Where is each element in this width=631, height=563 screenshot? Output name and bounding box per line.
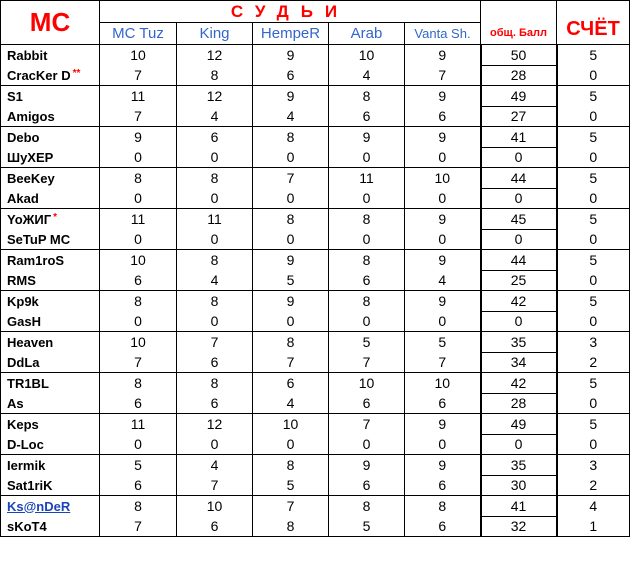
total-points: 35 [481, 455, 557, 476]
judge-score: 7 [253, 352, 329, 373]
judge-score: 12 [177, 414, 253, 435]
player-row [1, 229, 630, 250]
judge-score: 0 [177, 311, 253, 332]
total-points: 30 [481, 475, 557, 496]
player-row [1, 311, 630, 332]
judge-score: 0 [405, 188, 481, 209]
total-points: 34 [481, 352, 557, 373]
judge-score: 0 [329, 434, 405, 455]
judge-score: 0 [405, 434, 481, 455]
judge-score: 5 [329, 516, 405, 537]
player-name: Akad [7, 190, 39, 206]
judge-score: 5 [253, 270, 329, 291]
judge-score: 0 [177, 188, 253, 209]
battle-score: 5 [557, 291, 630, 312]
player-row [1, 270, 630, 291]
judge-score: 6 [177, 352, 253, 373]
player-row [1, 455, 630, 476]
player-name-cell [1, 86, 100, 107]
battle-score: 0 [557, 393, 630, 414]
judge-score: 6 [405, 475, 481, 496]
judge-score: 0 [100, 311, 177, 332]
judge-name: MC Tuz [100, 23, 177, 45]
player-name: Iermik [7, 457, 46, 473]
total-points: 0 [481, 434, 557, 455]
player-name: Sat1riK [7, 477, 53, 493]
player-name-cell [1, 168, 100, 189]
judge-score: 7 [253, 168, 329, 189]
battle-score: 0 [557, 65, 630, 86]
judge-score: 7 [100, 516, 177, 537]
player-name: Heaven [7, 334, 54, 350]
judge-score: 6 [100, 393, 177, 414]
judge-score: 0 [405, 147, 481, 168]
battle-score: 0 [557, 311, 630, 332]
player-name-cell [1, 516, 100, 537]
judge-score: 4 [177, 106, 253, 127]
judge-score: 4 [177, 455, 253, 476]
judge-score: 9 [253, 250, 329, 271]
total-points: 44 [481, 250, 557, 271]
player-row [1, 209, 630, 230]
battle-score: 5 [557, 373, 630, 394]
total-points: 49 [481, 414, 557, 435]
player-name: DdLa [7, 354, 40, 370]
total-points: 35 [481, 332, 557, 353]
player-name: D-Loc [7, 436, 44, 452]
judge-score: 9 [405, 127, 481, 148]
player-name: CracKer D [7, 67, 71, 83]
player-name-cell [1, 147, 100, 168]
judge-score: 5 [329, 332, 405, 353]
player-row [1, 147, 630, 168]
judge-score: 12 [177, 86, 253, 107]
judge-score: 9 [329, 127, 405, 148]
player-name: Debo [7, 129, 40, 145]
judge-score: 8 [253, 455, 329, 476]
judge-score: 10 [177, 496, 253, 517]
judge-score: 8 [177, 250, 253, 271]
player-row [1, 434, 630, 455]
judge-score: 10 [329, 45, 405, 66]
judge-score: 0 [100, 188, 177, 209]
judge-score: 11 [100, 414, 177, 435]
judge-score: 9 [405, 45, 481, 66]
judge-score: 4 [253, 393, 329, 414]
judge-score: 0 [253, 434, 329, 455]
judge-score: 9 [405, 209, 481, 230]
player-name: GasH [7, 313, 41, 329]
judge-score: 4 [329, 65, 405, 86]
player-name-cell [1, 455, 100, 476]
player-row [1, 352, 630, 373]
total-points: 0 [481, 311, 557, 332]
total-points: 41 [481, 496, 557, 517]
judge-score: 10 [405, 373, 481, 394]
judge-score: 6 [405, 393, 481, 414]
judge-score: 10 [100, 332, 177, 353]
judge-score: 10 [405, 168, 481, 189]
judge-score: 8 [405, 496, 481, 517]
judge-score: 7 [329, 414, 405, 435]
judge-score: 9 [405, 455, 481, 476]
judge-score: 0 [253, 188, 329, 209]
player-name-cell [1, 45, 100, 66]
battle-score: 0 [557, 106, 630, 127]
player-name-cell [1, 332, 100, 353]
player-name-cell [1, 475, 100, 496]
player-name: YoЖИГ [7, 211, 52, 227]
total-points: 50 [481, 45, 557, 66]
player-name: ШуХЕР [7, 149, 54, 165]
total-points: 41 [481, 127, 557, 148]
total-points: 0 [481, 229, 557, 250]
player-row [1, 414, 630, 435]
judge-score: 9 [100, 127, 177, 148]
battle-score: 3 [557, 455, 630, 476]
player-name: SeTuP MC [7, 231, 71, 247]
judge-score: 9 [253, 45, 329, 66]
judge-score: 6 [100, 475, 177, 496]
total-points: 28 [481, 393, 557, 414]
player-name[interactable]: Ks@nDeR [7, 498, 71, 514]
judge-score: 6 [405, 516, 481, 537]
player-row [1, 475, 630, 496]
judge-score: 6 [405, 106, 481, 127]
judge-name: Arab [329, 23, 405, 45]
player-row [1, 188, 630, 209]
player-name: BeeKey [7, 170, 55, 186]
judge-score: 8 [329, 209, 405, 230]
player-row [1, 516, 630, 537]
battle-score: 5 [557, 414, 630, 435]
judge-score: 8 [177, 168, 253, 189]
judges-header: СУДЬИ [100, 1, 481, 23]
total-points: 49 [481, 86, 557, 107]
judge-score: 9 [405, 86, 481, 107]
player-name-cell[interactable] [1, 496, 100, 517]
judge-score: 8 [177, 65, 253, 86]
player-row [1, 45, 630, 66]
score-header: СЧЁТ [557, 1, 630, 45]
battle-score: 0 [557, 188, 630, 209]
total-points: 42 [481, 373, 557, 394]
judge-score: 8 [177, 291, 253, 312]
player-name-cell [1, 229, 100, 250]
judge-score: 0 [100, 434, 177, 455]
player-name: RMS [7, 272, 36, 288]
battle-score: 3 [557, 332, 630, 353]
judge-score: 8 [100, 496, 177, 517]
footnote-mark: * [53, 211, 58, 223]
judge-score: 0 [253, 147, 329, 168]
battle-score: 0 [557, 270, 630, 291]
judge-score: 10 [253, 414, 329, 435]
battle-score: 5 [557, 209, 630, 230]
total-points: 42 [481, 291, 557, 312]
battle-score: 5 [557, 168, 630, 189]
judge-score: 6 [329, 393, 405, 414]
total-points: 45 [481, 209, 557, 230]
player-name: Keps [7, 416, 39, 432]
judge-score: 7 [100, 352, 177, 373]
judge-name: HempeR [253, 23, 329, 45]
battle-score: 0 [557, 434, 630, 455]
player-name: sKoT4 [7, 518, 47, 534]
judge-score: 5 [100, 455, 177, 476]
judge-score: 6 [329, 106, 405, 127]
footnote-mark: ** [72, 67, 81, 79]
judge-score: 8 [329, 291, 405, 312]
judge-score: 0 [329, 147, 405, 168]
judge-score: 6 [177, 393, 253, 414]
judge-score: 0 [405, 229, 481, 250]
judge-score: 8 [253, 516, 329, 537]
player-name: Ram1roS [7, 252, 65, 268]
judge-score: 8 [100, 291, 177, 312]
judge-score: 0 [405, 311, 481, 332]
judge-name: King [177, 23, 253, 45]
total-points: 0 [481, 188, 557, 209]
total-points: 28 [481, 65, 557, 86]
judge-score: 0 [177, 229, 253, 250]
battle-score: 5 [557, 127, 630, 148]
player-row [1, 106, 630, 127]
player-name-cell [1, 393, 100, 414]
player-row [1, 127, 630, 148]
judge-score: 11 [100, 209, 177, 230]
player-name-cell [1, 311, 100, 332]
judge-score: 5 [253, 475, 329, 496]
judge-score: 6 [253, 65, 329, 86]
player-row [1, 168, 630, 189]
battle-score: 2 [557, 475, 630, 496]
judge-score: 8 [329, 250, 405, 271]
judge-score: 9 [405, 291, 481, 312]
player-name: Rabbit [7, 47, 48, 63]
judge-score: 9 [405, 414, 481, 435]
player-name-cell [1, 414, 100, 435]
player-name-cell [1, 373, 100, 394]
player-name-cell [1, 127, 100, 148]
total-points: 32 [481, 516, 557, 537]
judge-score: 0 [100, 229, 177, 250]
player-row [1, 86, 630, 107]
player-row [1, 496, 630, 517]
total-points: 25 [481, 270, 557, 291]
judge-score: 9 [329, 455, 405, 476]
player-name-cell [1, 209, 100, 230]
judge-score: 10 [329, 373, 405, 394]
player-name-cell [1, 65, 100, 86]
judge-score: 8 [253, 127, 329, 148]
player-name-cell [1, 434, 100, 455]
judge-score: 6 [329, 475, 405, 496]
judge-score: 0 [329, 311, 405, 332]
battle-score: 4 [557, 496, 630, 517]
judge-score: 8 [329, 86, 405, 107]
player-name: As [7, 395, 24, 411]
judge-score: 8 [329, 496, 405, 517]
player-row [1, 65, 630, 86]
judge-score: 8 [100, 373, 177, 394]
player-name-cell [1, 352, 100, 373]
player-name: Amigos [7, 108, 55, 124]
player-row [1, 332, 630, 353]
judge-score: 11 [177, 209, 253, 230]
judge-score: 11 [100, 86, 177, 107]
player-name: Kp9k [7, 293, 39, 309]
judge-score: 10 [100, 250, 177, 271]
judge-score: 6 [329, 270, 405, 291]
judge-score: 0 [253, 229, 329, 250]
total-header: общ. Балл [481, 1, 557, 45]
judge-name: Vanta Sh. [405, 23, 481, 45]
judge-score: 7 [253, 496, 329, 517]
battle-score: 5 [557, 86, 630, 107]
judge-score: 0 [100, 147, 177, 168]
judge-score: 0 [177, 147, 253, 168]
judge-score: 7 [177, 475, 253, 496]
player-row [1, 373, 630, 394]
total-points: 44 [481, 168, 557, 189]
judge-score: 8 [253, 332, 329, 353]
judge-score: 5 [405, 332, 481, 353]
judge-score: 7 [100, 65, 177, 86]
judge-score: 11 [329, 168, 405, 189]
judge-score: 0 [253, 311, 329, 332]
player-name-cell [1, 250, 100, 271]
judge-score: 10 [100, 45, 177, 66]
judge-score: 8 [253, 209, 329, 230]
judge-score: 12 [177, 45, 253, 66]
player-row [1, 393, 630, 414]
judge-score: 7 [100, 106, 177, 127]
judge-score: 6 [177, 516, 253, 537]
judge-score: 6 [177, 127, 253, 148]
judge-score: 7 [329, 352, 405, 373]
battle-score: 5 [557, 45, 630, 66]
judge-score: 8 [177, 373, 253, 394]
player-name: S1 [7, 88, 23, 104]
player-name-cell [1, 291, 100, 312]
total-points: 27 [481, 106, 557, 127]
player-name-cell [1, 106, 100, 127]
judge-score: 0 [329, 188, 405, 209]
judge-score: 0 [177, 434, 253, 455]
total-points: 0 [481, 147, 557, 168]
player-name-cell [1, 270, 100, 291]
judge-score: 7 [177, 332, 253, 353]
judge-score: 6 [100, 270, 177, 291]
battle-score: 5 [557, 250, 630, 271]
judge-score: 6 [253, 373, 329, 394]
judge-score: 9 [253, 86, 329, 107]
player-row [1, 291, 630, 312]
judge-score: 4 [405, 270, 481, 291]
corner-title: МС [1, 1, 100, 45]
battle-score: 2 [557, 352, 630, 373]
player-name-cell [1, 188, 100, 209]
judge-score: 8 [100, 168, 177, 189]
battle-score: 1 [557, 516, 630, 537]
player-row [1, 250, 630, 271]
battle-score: 0 [557, 229, 630, 250]
judge-score: 9 [405, 250, 481, 271]
battle-score: 0 [557, 147, 630, 168]
judge-score: 7 [405, 65, 481, 86]
judge-score: 7 [405, 352, 481, 373]
judge-score: 9 [253, 291, 329, 312]
judge-score: 4 [177, 270, 253, 291]
judge-score: 4 [253, 106, 329, 127]
judge-score: 0 [329, 229, 405, 250]
player-name: TR1BL [7, 375, 49, 391]
